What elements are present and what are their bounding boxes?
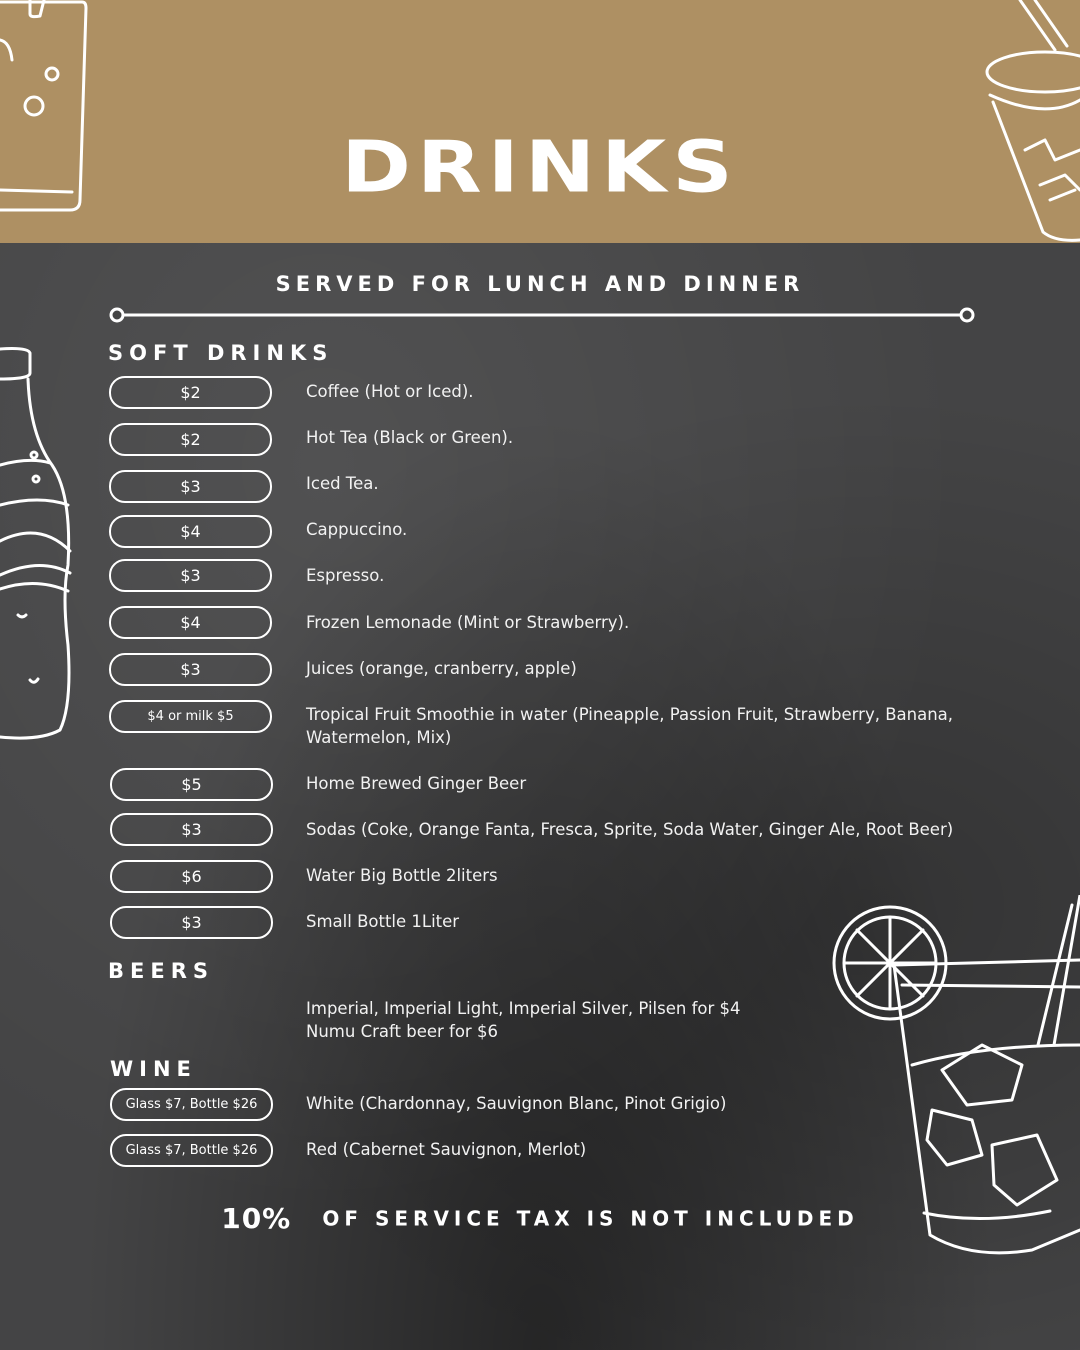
beer-line: Imperial, Imperial Light, Imperial Silver, Pilsen for $4 <box>306 999 741 1018</box>
menu-item: Small Bottle 1Liter <box>306 912 460 931</box>
menu-item: Juices (orange, cranberry, apple) <box>306 659 577 678</box>
menu-item: Frozen Lemonade (Mint or Strawberry). <box>306 613 630 632</box>
menu-item: Coffee (Hot or Iced). <box>306 382 474 401</box>
tax-note: OF SERVICE TAX IS NOT INCLUDED <box>322 1206 859 1231</box>
price-pill: $4 or milk $5 <box>109 700 272 733</box>
price-pill: $3 <box>109 559 272 592</box>
tax-percent: 10% <box>221 1202 292 1235</box>
menu-item: Sodas (Coke, Orange Fanta, Fresca, Sprite, Soda Water, Ginger Ale, Root Beer) <box>306 820 954 839</box>
price-pill: Glass $7, Bottle $26 <box>110 1134 273 1167</box>
page-title: DRINKS <box>341 125 739 209</box>
price-pill: $3 <box>109 653 272 686</box>
page-subtitle: SERVED FOR LUNCH AND DINNER <box>275 272 805 296</box>
menu-item: Cappuccino. <box>306 520 408 539</box>
menu-item: Red (Cabernet Sauvignon, Merlot) <box>306 1140 587 1159</box>
divider-line <box>108 306 976 324</box>
menu-item: Iced Tea. <box>306 474 379 493</box>
footer-note <box>0 1202 1080 1235</box>
menu-item: Hot Tea (Black or Green). <box>306 428 514 447</box>
menu-item: Water Big Bottle 2liters <box>306 866 498 885</box>
price-pill: $5 <box>110 768 273 801</box>
price-pill: $6 <box>110 860 273 893</box>
price-pill: $2 <box>109 423 272 456</box>
price-pill: $3 <box>110 906 273 939</box>
menu-item: Home Brewed Ginger Beer <box>306 774 527 793</box>
section-heading-wine: WINE <box>110 1057 197 1081</box>
price-pill: $2 <box>109 376 272 409</box>
beer-line: Numu Craft beer for $6 <box>306 1022 498 1041</box>
menu-item: Tropical Fruit Smoothie in water (Pineapple, Passion Fruit, Strawberry, Banana, Watermelon, Mix) <box>306 705 954 747</box>
soda-bottle-icon <box>0 345 75 745</box>
price-pill: $3 <box>110 813 273 846</box>
menu-item: White (Chardonnay, Sauvignon Blanc, Pinot Grigio) <box>306 1094 727 1113</box>
price-pill: $4 <box>109 515 272 548</box>
menu-item: Espresso. <box>306 566 385 585</box>
price-pill: $4 <box>109 606 272 639</box>
section-heading-beers: BEERS <box>108 959 214 983</box>
price-pill: Glass $7, Bottle $26 <box>110 1088 273 1121</box>
section-heading-soft-drinks: SOFT DRINKS <box>108 341 334 365</box>
price-pill: $3 <box>109 470 272 503</box>
